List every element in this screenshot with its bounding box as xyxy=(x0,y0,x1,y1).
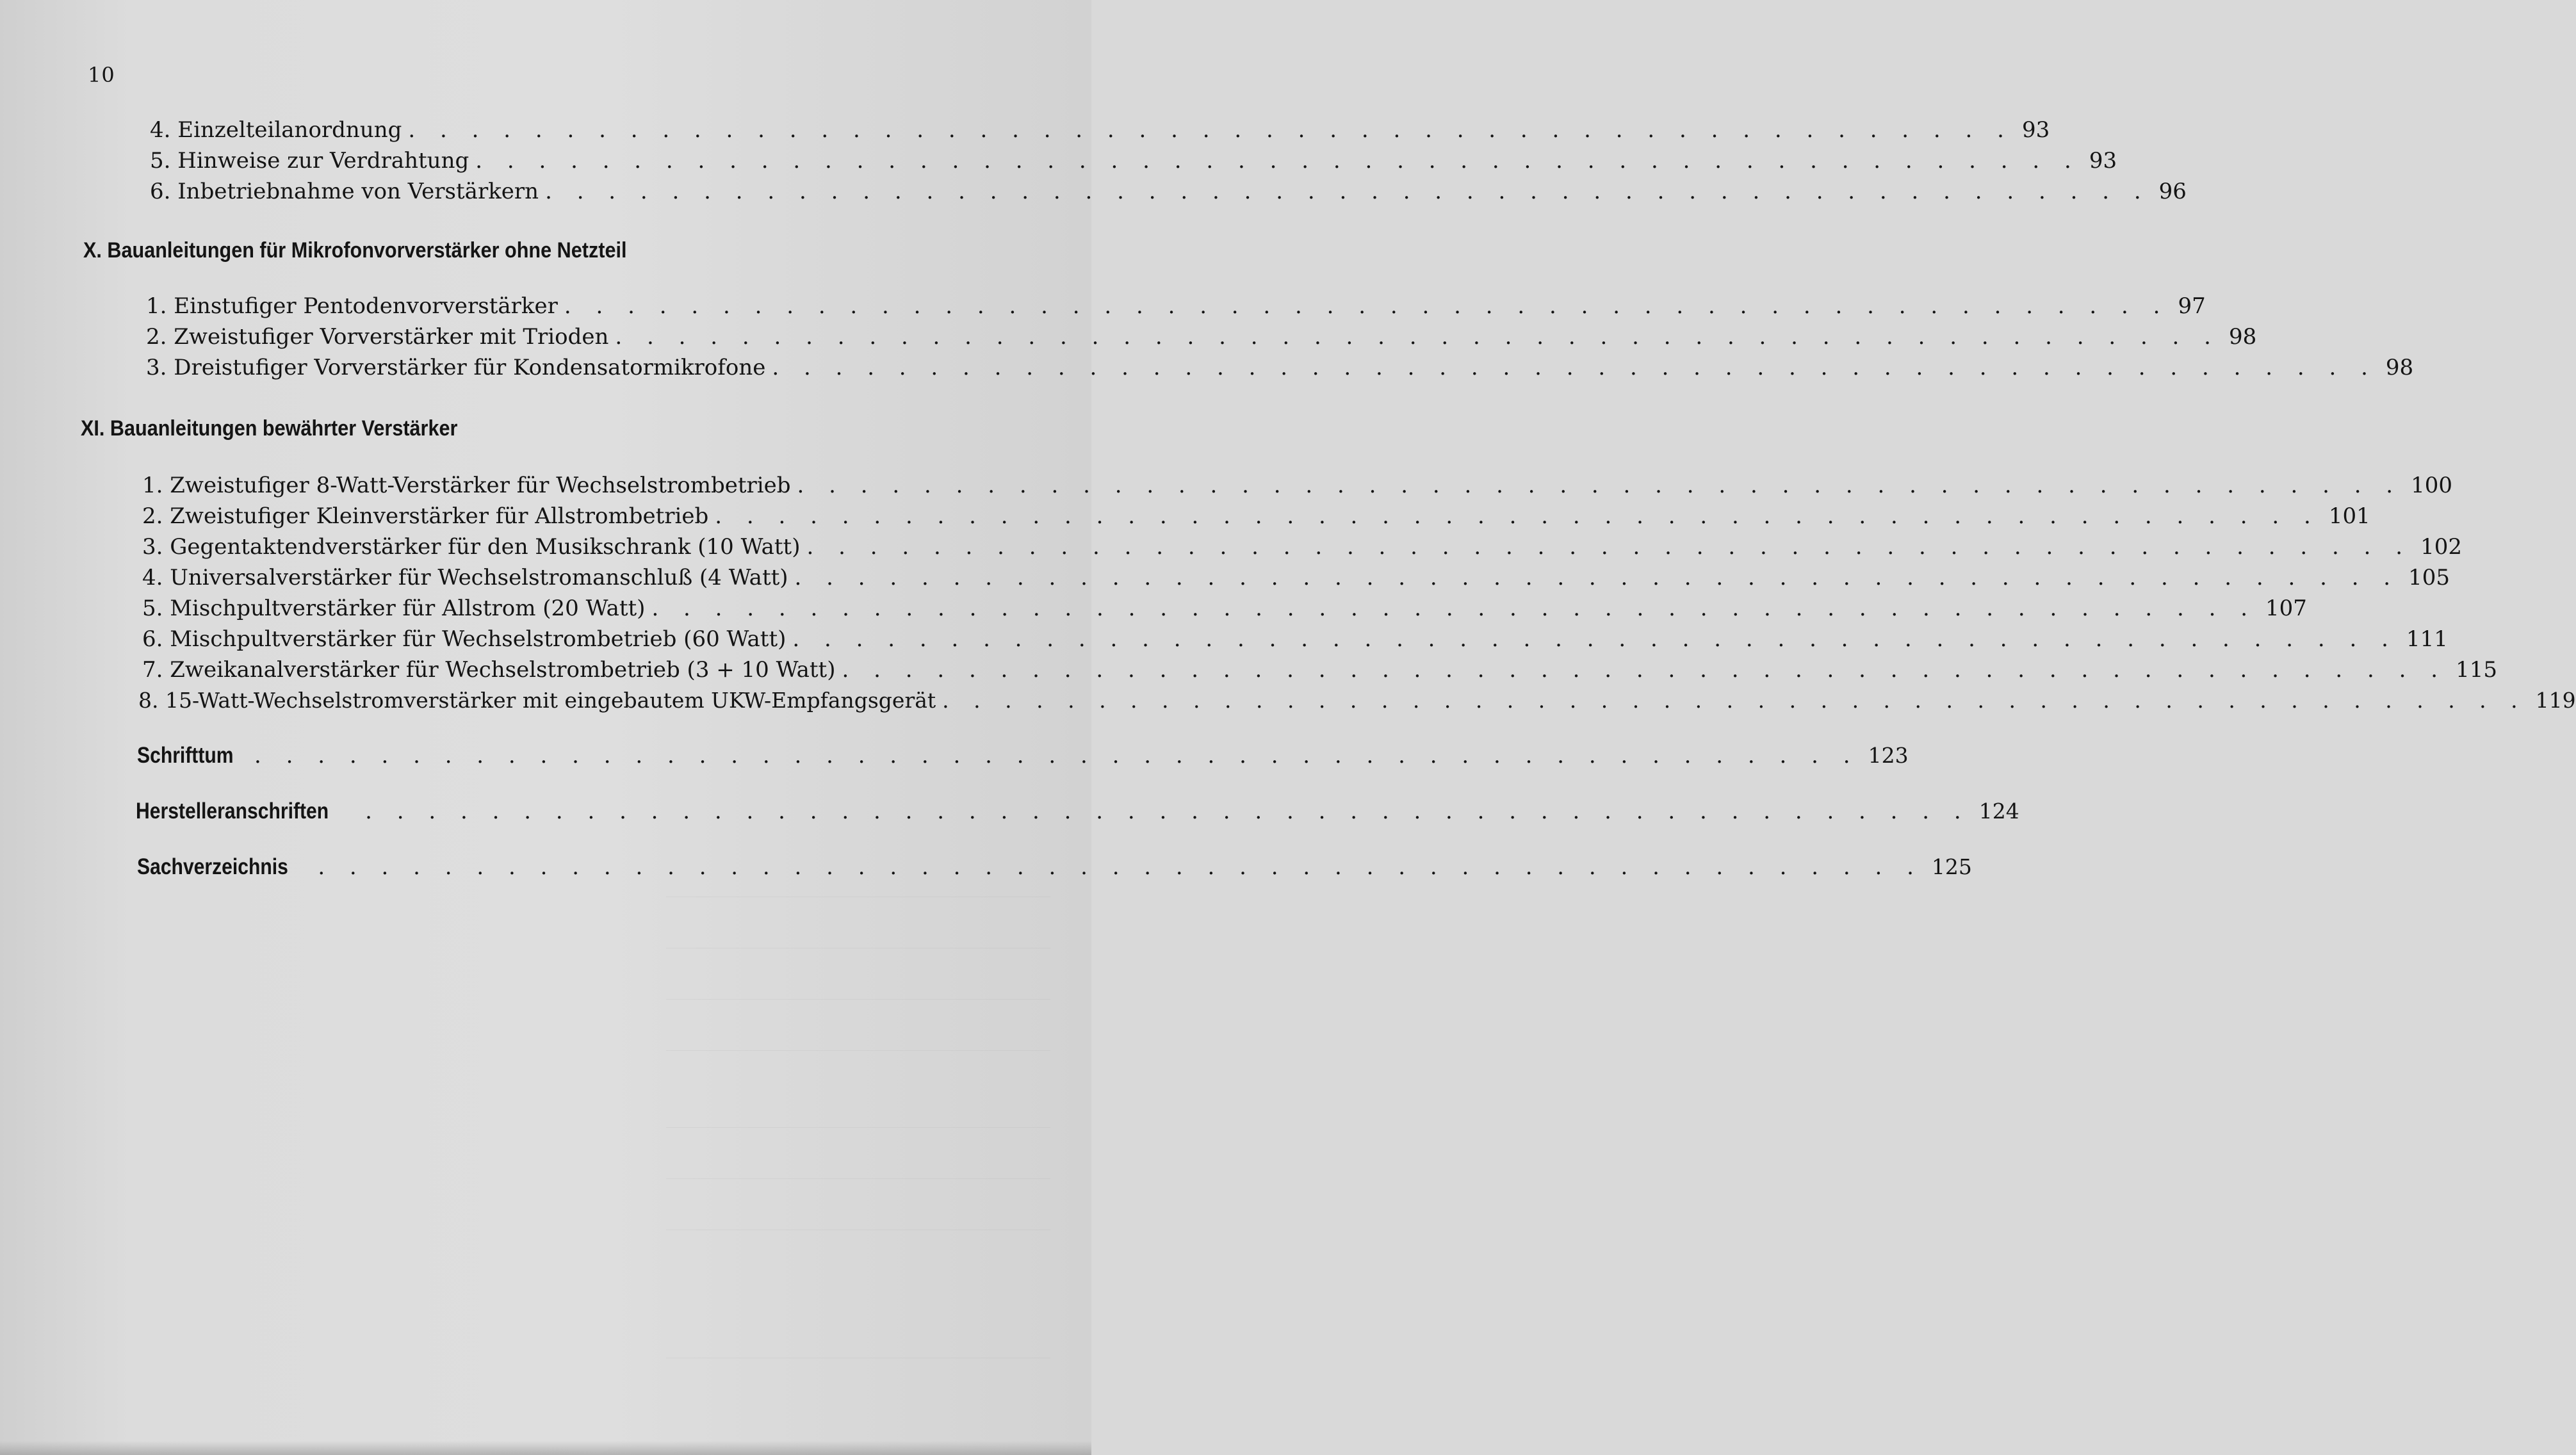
toc-entry-page: 98 xyxy=(2228,324,2257,350)
toc-entry-page: 102 xyxy=(2420,534,2462,560)
toc-entry-label: 3. Gegentaktendverstärker für den Musikschrank (10 Watt) xyxy=(142,534,801,560)
toc-entry-manufacturers xyxy=(136,799,2019,824)
toc-entry-label: 6. Mischpultverstärker für Wechselstrombetrieb (60 Watt) xyxy=(142,626,787,652)
leader-dots: . . . . . . . . . . . . . . . . . . . . . . . . . . . . . . . . . . . . . . . . . . . . . . . . . . . xyxy=(408,117,2013,143)
toc-entry-label: 1. Einstufiger Pentodenvorverstärker xyxy=(146,293,558,319)
toc-entry-label: Sachverzeichnis xyxy=(137,854,288,879)
leader-dots: . . . . . . . . . . . . . . . . . . . . . . . . . . . . . . . . . . . . . . . . . . . . . . . . . . . xyxy=(842,657,2447,683)
leader-dots: . . . . . . . . . . . . . . . . . . . . . . . . . . . . . . . . . . . . . . . . . . . . . . . . . . . xyxy=(715,503,2320,529)
toc-entry xyxy=(146,293,2206,319)
leader-dots: . . . . . . . . . . . . . . . . . . . . . . . . . . . . . . . . . . . . . . . . . . . . . . . . . . . xyxy=(545,179,2150,204)
show-through-line xyxy=(666,1178,1050,1179)
leader-dots: . . . . . . . . . . . . . . . . . . . . . . . . . . . . . . . . . . . . . . . . . . . . . . . . . . . xyxy=(365,799,1970,824)
toc-entry xyxy=(142,503,2370,529)
toc-entry-label: Herstelleranschriften xyxy=(136,799,329,824)
toc-entry-label: 7. Zweikanalverstärker für Wechselstrombetrieb (3 + 10 Watt) xyxy=(142,657,836,683)
toc-entry-label: 4. Einzelteilanordnung xyxy=(150,117,402,143)
toc-entry-page: 125 xyxy=(1931,854,1972,879)
leader-dots: . . . . . . . . . . . . . . . . . . . . . . . . . . . . . . . . . . . . . . . . . . . . . . . . . . . xyxy=(792,626,2397,652)
toc-entry-page: 98 xyxy=(2385,355,2414,380)
toc-entry xyxy=(142,565,2450,590)
leader-dots: . . . . . . . . . . . . . . . . . . . . . . . . . . . . . . . . . . . . . . . . . . . . . . . . . . . xyxy=(772,355,2377,380)
section-heading-xi: XI. Bauanleitungen bewährter Verstärker xyxy=(81,416,458,441)
toc-entry xyxy=(142,657,2497,683)
toc-entry-bibliography xyxy=(137,743,1909,768)
toc-entry xyxy=(138,688,2576,713)
leader-dots: . . . . . . . . . . . . . . . . . . . . . . . . . . . . . . . . . . . . . . . . . . . . . . . . . . . xyxy=(797,473,2402,498)
toc-entry-page: 107 xyxy=(2265,596,2307,621)
section-heading-x: X. Bauanleitungen für Mikrofonvorverstärker ohne Netzteil xyxy=(83,238,627,263)
toc-entry-label: 8. 15-Watt-Wechselstromverstärker mit eingebautem UKW-Empfangsgerät xyxy=(138,688,936,713)
toc-entry-label: 1. Zweistufiger 8-Watt-Verstärker für Wechselstrombetrieb xyxy=(142,473,791,498)
toc-entry-page: 115 xyxy=(2456,657,2497,683)
toc-entry-page: 105 xyxy=(2408,565,2450,590)
toc-entry xyxy=(150,148,2117,174)
leader-dots: . . . . . . . . . . . . . . . . . . . . . . . . . . . . . . . . . . . . . . . . . . . . . . . . . . . xyxy=(806,534,2412,560)
page-bottom-shadow xyxy=(0,1441,1091,1455)
toc-entry-label: 2. Zweistufiger Kleinverstärker für Allstrombetrieb xyxy=(142,503,709,529)
show-through-line xyxy=(666,1127,1050,1128)
leader-dots: . . . . . . . . . . . . . . . . . . . . . . . . . . . . . . . . . . . . . . . . . . . . . . . . . . . xyxy=(615,324,2220,350)
toc-entry xyxy=(142,596,2307,621)
toc-entry-label: 3. Dreistufiger Vorverstärker für Kondensatormikrofone xyxy=(146,355,766,380)
toc-entry-page: 93 xyxy=(2089,148,2117,174)
leader-dots: . . . . . . . . . . . . . . . . . . . . . . . . . . . . . . . . . . . . . . . . . . . . . . . . . . . xyxy=(564,293,2169,319)
toc-entry-page: 111 xyxy=(2406,626,2448,652)
leader-dots: . . . . . . . . . . . . . . . . . . . . . . . . . . . . . . . . . . . . . . . . . . . . . . . . . . . xyxy=(254,743,1859,768)
toc-entry xyxy=(146,324,2257,350)
toc-entry-page: 100 xyxy=(2411,473,2453,498)
leader-dots: . . . . . . . . . . . . . . . . . . . . . . . . . . . . . . . . . . . . . . . . . . . . . . . . . . . xyxy=(651,596,2257,621)
toc-entry xyxy=(146,355,2414,380)
toc-entry-label: 6. Inbetriebnahme von Verstärkern xyxy=(150,179,539,204)
show-through-line xyxy=(666,999,1050,1000)
leader-dots: . . . . . . . . . . . . . . . . . . . . . . . . . . . . . . . . . . . . . . . . . . . . . . . . . . . xyxy=(475,148,2080,174)
toc-entry-label: 4. Universalverstärker für Wechselstromanschluß (4 Watt) xyxy=(142,565,788,590)
toc-entry xyxy=(142,626,2448,652)
toc-entry-page: 93 xyxy=(2021,117,2050,143)
toc-entry-page: 123 xyxy=(1868,743,1909,768)
toc-entry-page: 97 xyxy=(2178,293,2206,319)
toc-entry xyxy=(150,117,2050,143)
toc-entry-page: 96 xyxy=(2158,179,2187,204)
toc-entry-label: 5. Mischpultverstärker für Allstrom (20 Watt) xyxy=(142,596,646,621)
toc-entry-page: 101 xyxy=(2328,503,2370,529)
toc-entry-index xyxy=(137,854,1972,880)
show-through-line xyxy=(666,1050,1050,1051)
toc-entry xyxy=(142,473,2453,498)
toc-entry-page: 124 xyxy=(1978,799,2019,824)
toc-entry-label: Schrifttum xyxy=(137,743,234,768)
page-number: 10 xyxy=(88,63,115,87)
toc-entry xyxy=(150,179,2187,204)
toc-entry-label: 5. Hinweise zur Verdrahtung xyxy=(150,148,469,174)
toc-entry-page: 119 xyxy=(2535,688,2576,713)
toc-entry xyxy=(142,534,2462,560)
leader-dots: . . . . . . . . . . . . . . . . . . . . . . . . . . . . . . . . . . . . . . . . . . . . . . . . . . . xyxy=(942,688,2527,713)
toc-entry-label: 2. Zweistufiger Vorverstärker mit Trioden xyxy=(146,324,609,350)
leader-dots: . . . . . . . . . . . . . . . . . . . . . . . . . . . . . . . . . . . . . . . . . . . . . . . . . . . xyxy=(318,854,1923,880)
leader-dots: . . . . . . . . . . . . . . . . . . . . . . . . . . . . . . . . . . . . . . . . . . . . . . . . . . . xyxy=(794,565,2400,590)
